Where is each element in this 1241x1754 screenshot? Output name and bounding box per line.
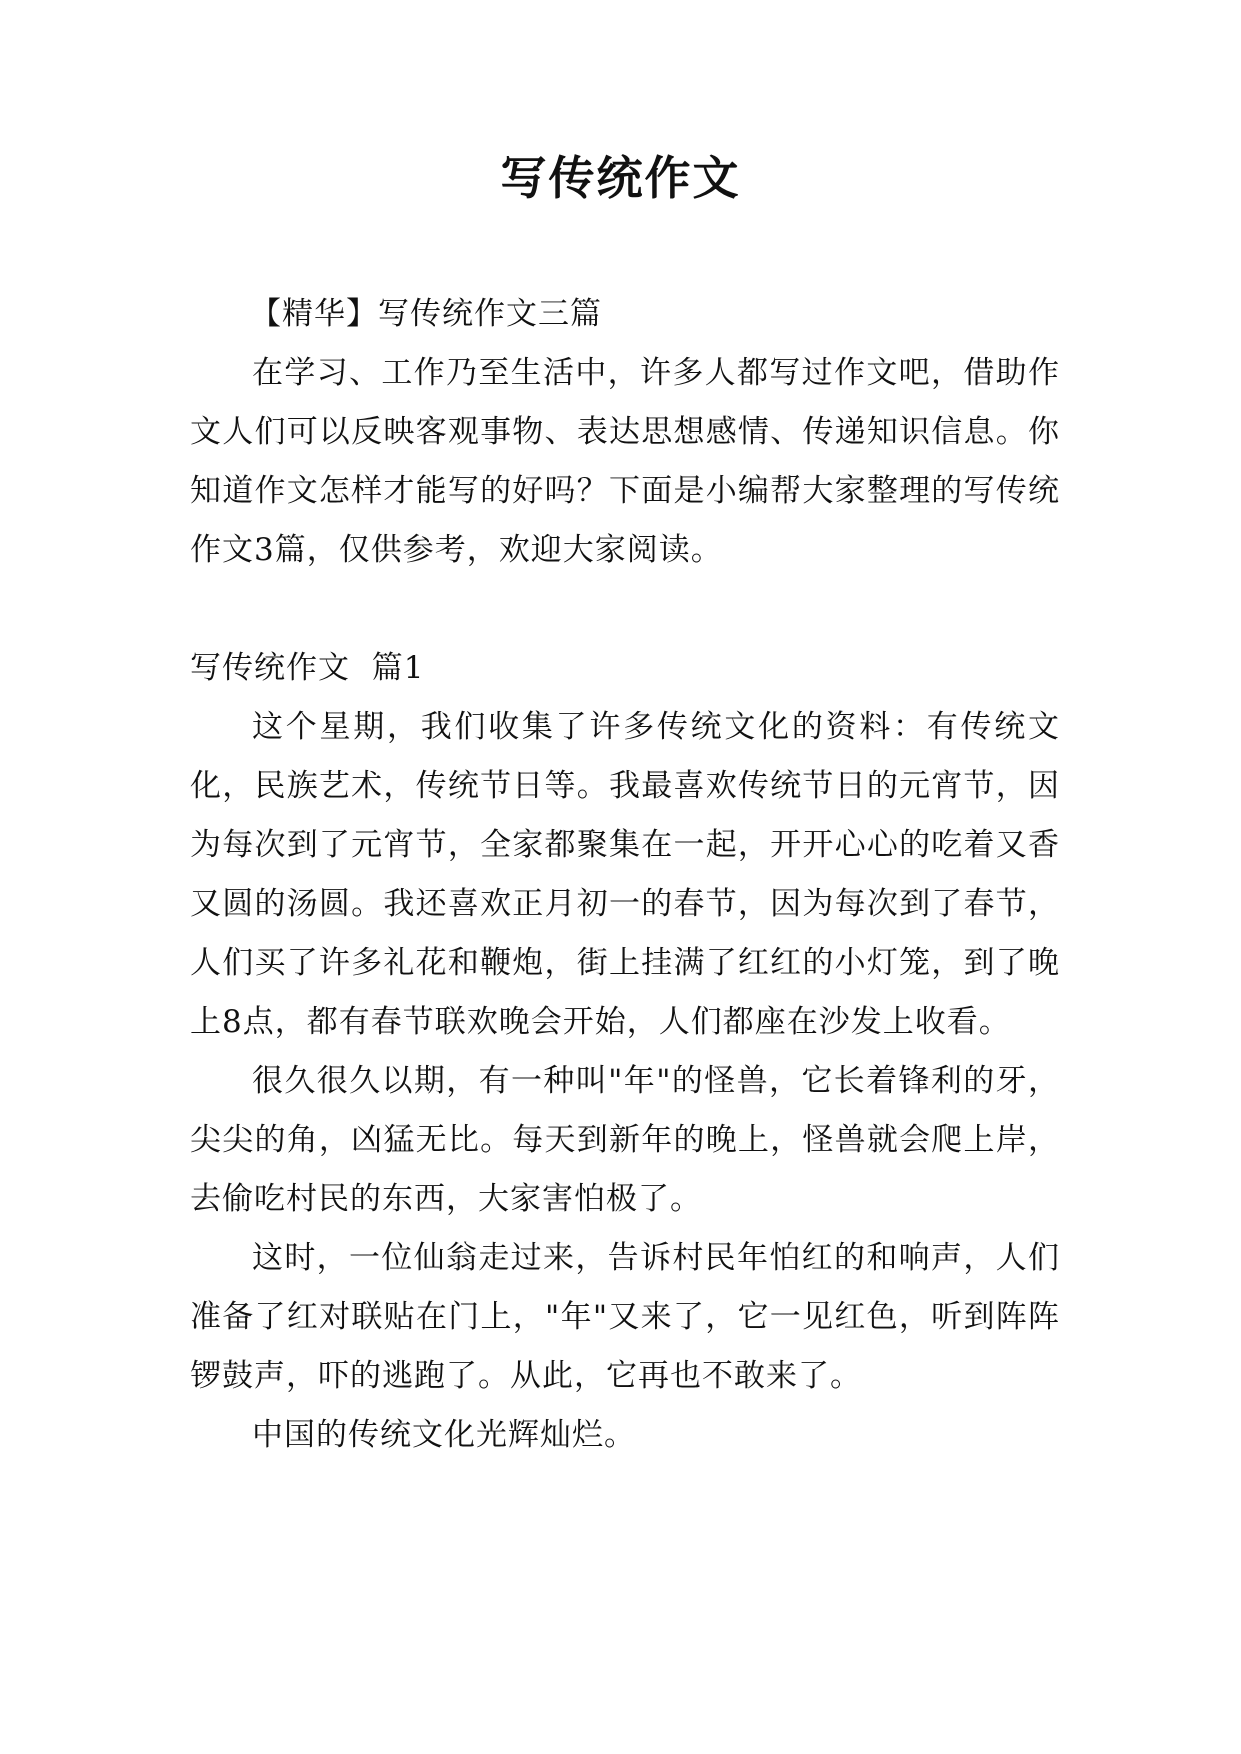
intro-paragraph: 在学习、工作乃至生活中，许多人都写过作文吧，借助作文人们可以反映客观事物、表达思想感情、传递知识信息。你知道作文怎样才能写的好吗？下面是小编帮大家整理的写传统作文3篇，仅供参考，欢迎大家阅读。: [190, 355, 1060, 568]
document-title: 写传统作文: [500, 151, 741, 205]
section-heading: 写传统作文 篇1: [190, 650, 425, 686]
body-paragraph: 这时，一位仙翁走过来，告诉村民年怕红的和响声，人们准备了红对联贴在门上，"年"又来了，它一见红色，听到阵阵锣鼓声，吓的逃跑了。从此，它再也不敢来了。: [190, 1240, 1060, 1394]
body-paragraph: 很久很久以期，有一种叫"年"的怪兽，它长着锋利的牙，尖尖的角，凶猛无比。每天到新年的晚上，怪兽就会爬上岸，去偷吃村民的东西，大家害怕极了。: [190, 1063, 1060, 1217]
body-paragraph: 这个星期，我们收集了许多传统文化的资料：有传统文化，民族艺术，传统节日等。我最喜欢传统节日的元宵节，因为每次到了元宵节，全家都聚集在一起，开开心心的吃着又香又圆的汤圆。我还喜欢正月初一的春节，因为每次到了春节，人们买了许多礼花和鞭炮，街上挂满了红红的小灯笼，到了晚上8点，都有春节联欢晚会开始，人们都座在沙发上收看。: [190, 709, 1060, 1040]
subtitle: 【精华】写传统作文三篇: [250, 296, 602, 332]
document-body: [190, 285, 1060, 1465]
body-paragraph: 中国的传统文化光辉灿烂。: [252, 1417, 636, 1453]
